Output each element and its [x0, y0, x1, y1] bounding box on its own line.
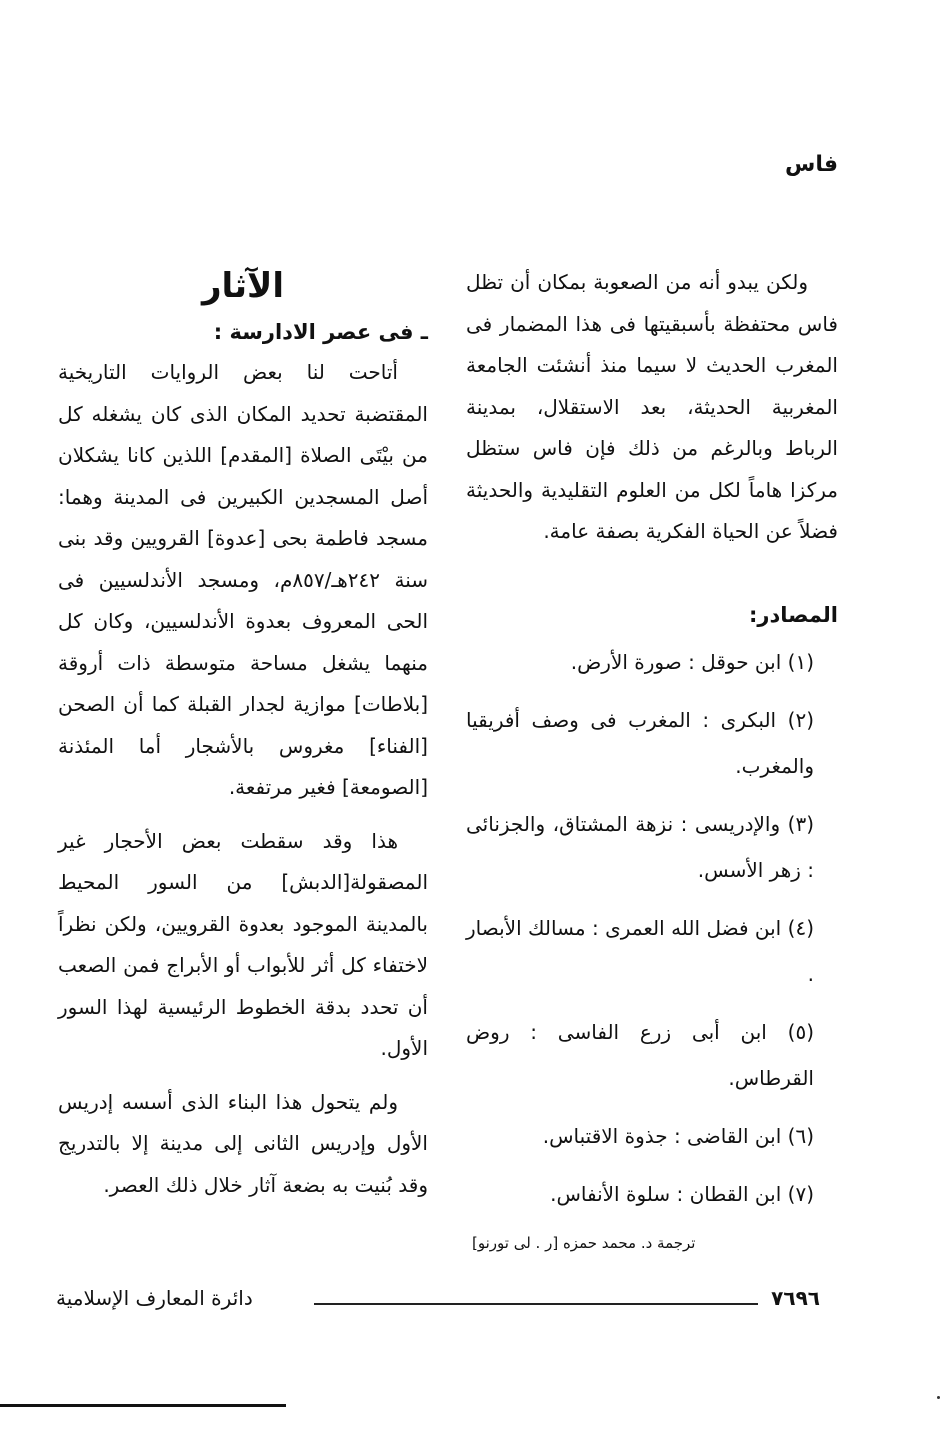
body-paragraph-2: هذا وقد سقطت بعض الأحجار غير المصقولة[الدبش] من السور المحيط بالمدينة الموجود بعدوة القرويين، ولكن نظراً لاختفاء كل أثر للأبواب أو الأبراج فمن الصعب أن تحدد بدقة الخطوط الرئيسية لهذا السور الأول. [58, 828, 428, 1060]
right-column [466, 262, 838, 1257]
page-number: ٧٦٩٦ [771, 1286, 820, 1310]
scan-edge-line [0, 1404, 286, 1407]
subheading: ـ فى عصر الادارسة : [213, 320, 428, 344]
source-item-5: (٥) ابن أبى زرع الفاسى : روض القرطاس. [466, 1019, 814, 1090]
source-item-7: (٧) ابن القطان : سلوة الأنفاس. [550, 1181, 814, 1206]
source-item-6: (٦) ابن القاضى : جذوة الاقتباس. [542, 1123, 814, 1148]
sources-heading: المصادر: [748, 602, 838, 627]
source-item-3: (٣) والإدريسى : نزهة المشتاق، والجزنائى : زهر الأسس. [466, 811, 814, 882]
page-footer [56, 1286, 820, 1320]
source-item-1: (١) ابن حوقل : صورة الأرض. [570, 649, 814, 674]
footer-rule [314, 1303, 758, 1305]
body-paragraph-3: ولم يتحول هذا البناء الذى أسسه إدريس الأول وإدريس الثانى إلى مدينة إلا بالتدريج وقد بُنيت به بضعة آثار خلال ذلك العصر. [58, 1089, 428, 1197]
left-column [58, 262, 428, 1206]
running-title: فاس [784, 152, 838, 177]
footer-journal-title: دائرة المعارف الإسلامية [56, 1286, 253, 1310]
body-paragraph-1: أتاحت لنا بعض الروايات التاريخية المقتضبة تحديد المكان الذى كان يشغله كل من بيْتَى الصلاة [المقدم] اللذين كانا يشكلان أصل المسجدين الكبيرين فى المدينة وهما: مسجد فاطمة بحى [عدوة] القرويين وقد بنى سنة ٢٤٢هـ/٨٥٧م، ومسجد الأندلسيين فى الحى المعروف بعدوة الأندلسيين، وكان كل منهما يشغل مساحة متوسطة ذات أروقة [بلاطات] موازية لجدار القبلة كما أن الصحن [الفناء] مغروس بالأشجار أما المئذنة [الصومعة] فغير مرتفعة. [58, 360, 428, 799]
section-title: الآثار [201, 266, 285, 306]
source-item-4: (٤) ابن فضل الله العمرى : مسالك الأبصار . [466, 915, 814, 986]
scan-speck [937, 1396, 940, 1399]
sources-list [466, 639, 838, 1217]
translator-credit: ترجمة د. محمد حمزه [ر . لى تورنو] [472, 1233, 696, 1252]
closing-paragraph: ولكن يبدو أنه من الصعوبة بمكان أن تظل فاس محتفظة بأسبقيتها فى هذا المضمار فى المغرب الحديث لا سيما منذ أنشئت الجامعة المغربية الحديثة، بعد الاستقلال، بمدينة الرباط وبالرغم من ذلك فإن فاس ستظل مركزا هاماً لكل من العلوم التقليدية والحديثة فضلاً عن الحياة الفكرية بصفة عامة. [466, 270, 838, 543]
source-item-2: (٢) البكرى : المغرب فى وصف أفريقيا والمغرب. [466, 707, 814, 778]
